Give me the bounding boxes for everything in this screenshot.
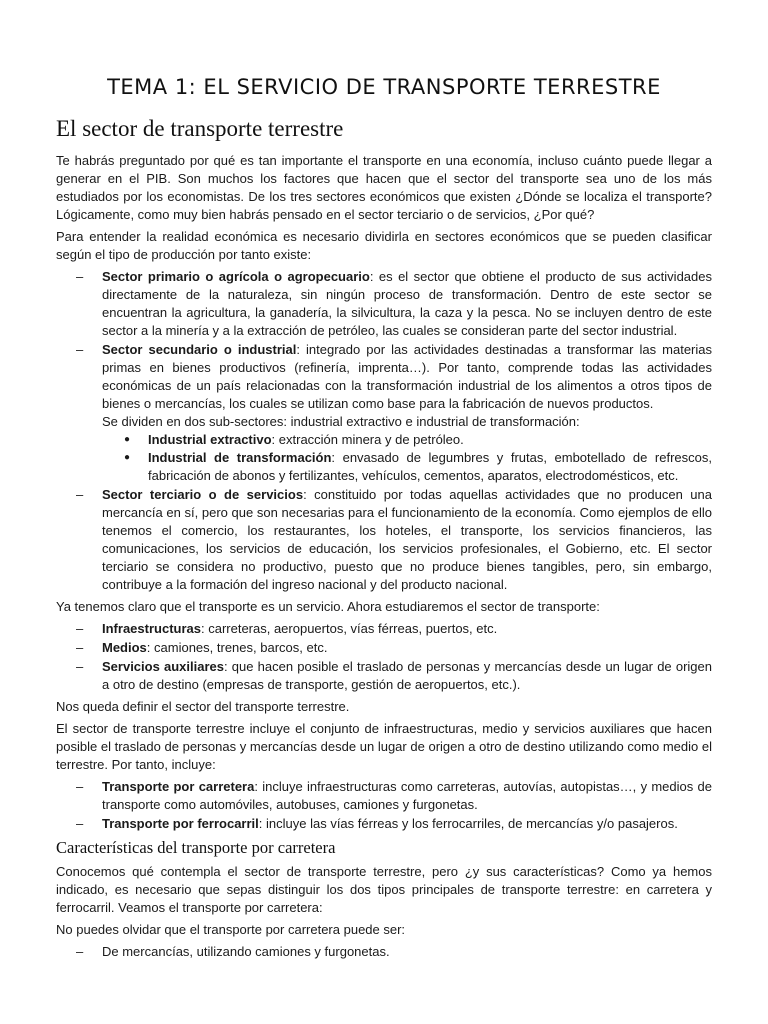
list-item-sector-terciario	[56, 486, 712, 594]
term-medios: Medios	[102, 640, 147, 655]
description-mercancias: De mercancías, utilizando camiones y furgonetas.	[102, 944, 390, 959]
dash-marker: –	[76, 640, 84, 655]
dash-marker: –	[76, 342, 84, 357]
list-item-transporte-ferrocarril	[56, 815, 712, 833]
term-servicios-auxiliares: Servicios auxiliares	[102, 659, 224, 674]
characteristics-intro-paragraph: Conocemos qué contempla el sector de transporte terrestre, pero ¿y sus características? Como ya hemos indicado, es necesario que sepas distinguir los dos tipos principales de transporte terrestre: en carretera y ferrocarril. Veamos el transporte por carretera:	[56, 864, 712, 915]
subsectors-note: Se dividen en dos sub-sectores: industrial extractivo e industrial de transformación:	[102, 414, 580, 429]
bullet-marker: ●	[124, 452, 131, 463]
dash-marker: –	[76, 779, 84, 794]
description-medios: : camiones, trenes, barcos, etc.	[146, 640, 328, 655]
sectors-intro-paragraph: Para entender la realidad económica es necesario dividirla en sectores económicos que se pueden clasificar según el tipo de producción por tanto existe:	[56, 229, 712, 262]
description-servicios-auxiliares: : que hacen posible el traslado de personas y mercancías desde un lugar de origen a otro de destino (empresas de transporte, gestión de aeropuertos, etc.).	[102, 659, 712, 692]
section-heading-caracteristicas-carretera: Características del transporte por carretera	[56, 838, 336, 857]
list-item-industrial-transformacion	[102, 449, 712, 485]
land-transport-definition-paragraph: El sector de transporte terrestre incluye el conjunto de infraestructuras, medio y servicios auxiliares que hacen posible el traslado de personas y mercancías desde un lugar de origen a otro de destino utilizando como medio el terrestre. Por tanto, incluye:	[56, 721, 712, 772]
term-transporte-ferrocarril: Transporte por ferrocarril	[102, 816, 259, 831]
list-item-mercancias	[56, 943, 712, 961]
description-industrial-transformacion: : envasado de legumbres y frutas, embotellado de refrescos, fabricación de abonos y fertilizantes, vehículos, cementos, aparatos, electrodomésticos, etc.	[148, 450, 712, 483]
dash-marker: –	[76, 659, 84, 674]
land-transport-types-list	[56, 778, 712, 833]
document-title: TEMA 1: EL SERVICIO DE TRANSPORTE TERRESTRE	[107, 75, 661, 99]
term-sector-primario: Sector primario o agrícola o agropecuario	[102, 269, 370, 284]
dash-marker: –	[76, 621, 84, 636]
dash-marker: –	[76, 944, 84, 959]
define-land-transport-paragraph: Nos queda definir el sector del transporte terrestre.	[56, 699, 350, 714]
list-item-infraestructuras	[56, 620, 712, 638]
list-item-sector-secundario	[56, 341, 712, 485]
list-item-industrial-extractivo	[102, 431, 712, 449]
dash-marker: –	[76, 487, 84, 502]
term-infraestructuras: Infraestructuras	[102, 621, 201, 636]
transport-sector-intro: Ya tenemos claro que el transporte es un servicio. Ahora estudiaremos el sector de transporte:	[56, 599, 600, 614]
description-transporte-carretera: : incluye infraestructuras como carreteras, autovías, autopistas…, y medios de transporte como automóviles, autobuses, camiones y furgonetas.	[102, 779, 712, 812]
description-sector-primario: : es el sector que obtiene el producto de sus actividades directamente de la naturaleza, sin ningún proceso de transformación. Dentro de este sector se encuentran la agricultura, la ganadería, la silvicultura, la caza y la pesca. No se incluyen dentro de este sector a la minería y a la extracción de petróleo, las cuales se consideran parte del sector industrial.	[102, 269, 712, 338]
description-industrial-extractivo: : extracción minera y de petróleo.	[271, 432, 464, 447]
bullet-marker: ●	[124, 434, 131, 445]
list-item-sector-primario	[56, 268, 712, 340]
list-item-medios	[56, 639, 712, 657]
description-sector-terciario: : constituido por todas aquellas actividades que no producen una mercancía en sí, pero que son necesarias para el funcionamiento de la economía. Como ejemplos de ello tenemos el comercio, los restaurantes, los hoteles, el transporte, los servicios financieros, las comunicaciones, los servicios de educación, los servicios profesionales, el Gobierno, etc. El sector terciario se considera no productivo, puesto que no produce bienes tangibles, pero, sin embargo, contribuye a la formación del ingreso nacional y del producto nacional.	[102, 487, 712, 592]
list-item-transporte-carretera	[56, 778, 712, 814]
term-sector-terciario: Sector terciario o de servicios	[102, 487, 304, 502]
term-industrial-extractivo: Industrial extractivo	[148, 432, 272, 447]
economic-sectors-list	[56, 268, 712, 594]
dash-marker: –	[76, 816, 84, 831]
subsectors-list	[102, 431, 712, 485]
term-sector-secundario: Sector secundario o industrial	[102, 342, 297, 357]
section-heading-transporte-terrestre: El sector de transporte terrestre	[56, 116, 344, 141]
transport-components-list	[56, 620, 712, 694]
description-sector-secundario: : integrado por las actividades destinadas a transformar las materias primas en bienes productivos (refinería, imprenta…). Por tanto, comprende todas las actividades económicas de un país relacionadas con la transformación industrial de los alimentos a otros tipos de bienes o mercancías, los cuales se utilizan como base para la fabricación de nuevos productos.	[102, 342, 712, 411]
term-transporte-carretera: Transporte por carretera	[102, 779, 255, 794]
description-infraestructuras: : carreteras, aeropuertos, vías férreas, puertos, etc.	[200, 621, 498, 636]
dash-marker: –	[76, 269, 84, 284]
list-item-servicios-auxiliares	[56, 658, 712, 694]
intro-paragraph: Te habrás preguntado por qué es tan importante el transporte en una economía, incluso cuánto puede llegar a generar en el PIB. Son muchos los factores que hacen que el sector del transporte sea uno de los más estudiados por los economistas. De los tres sectores económicos que existen ¿Dónde se localiza el transporte? Lógicamente, como muy bien habrás pensado en el sector terciario o de servicios, ¿Por qué?	[56, 153, 712, 222]
term-industrial-transformacion: Industrial de transformación	[148, 450, 332, 465]
road-transport-list	[56, 943, 712, 961]
road-transport-types-intro: No puedes olvidar que el transporte por carretera puede ser:	[56, 922, 406, 937]
description-transporte-ferrocarril: : incluye las vías férreas y los ferrocarriles, de mercancías y/o pasajeros.	[258, 816, 678, 831]
